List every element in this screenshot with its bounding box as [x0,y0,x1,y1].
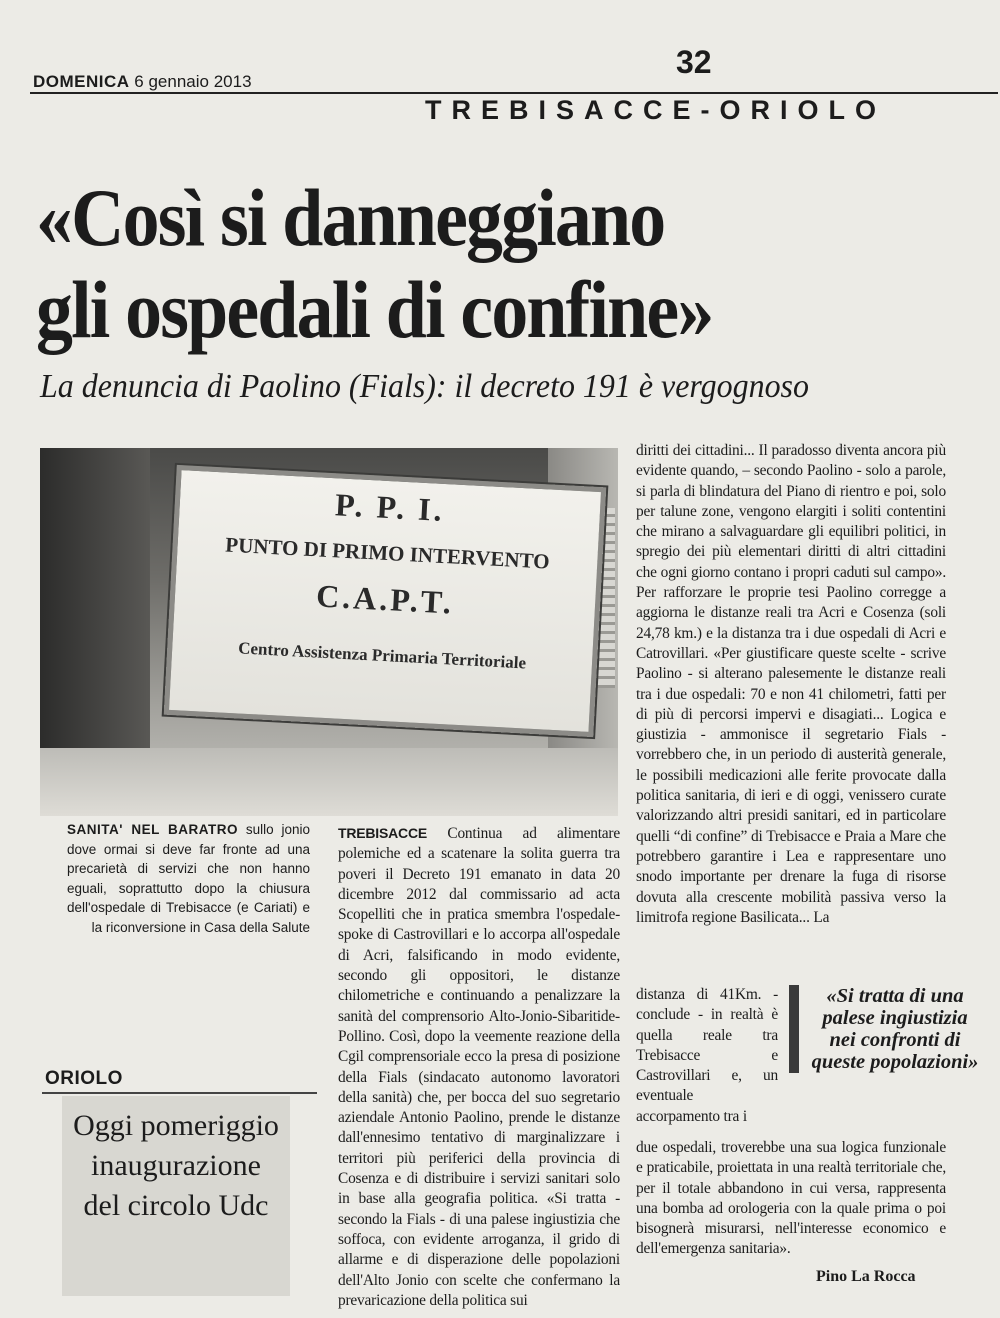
sidebar-rule [42,1092,317,1094]
photo-hospital-sign [164,465,606,737]
photo-caption [67,820,310,937]
article-photo [40,448,618,816]
sidebar-title-line-2: inaugurazione [91,1149,261,1182]
issue-day: DOMENICA [33,72,130,91]
article-column-1 [338,823,620,1311]
sidebar-title-line-3: del circolo Udc [83,1189,269,1222]
caption-lead: SANITA' NEL BARATRO [67,822,238,837]
issue-date-text: 6 gennaio 2013 [134,72,252,91]
sign-line-2: PUNTO DI PRIMO INTERVENTO [224,532,551,574]
headline-line-1: «Così si danneggiano [36,172,665,263]
article-subheadline: La denuncia di Paolino (Fials): il decreto 191 è vergognoso [40,368,809,405]
caption-text: sullo jonio dove ormai si deve far fronte ad una precarietà di servizi che non hanno eguali, soprattutto dopo la chiusura dell'ospedale di Trebisacce (e Cariati) e la riconversione in Casa della Salute [67,822,310,935]
sidebar-title-line-1: Oggi pomeriggio [73,1109,279,1142]
article-byline: Pino La Rocca [816,1268,916,1285]
article-column-2-end: due ospedali, troverebbe una sua logica funzionale e praticabile, proiettata in una realtà territoriale che, per il totale abbandono in cui versa, rappresenta una bomba ad orologeria con la quale prima o poi bisognerà misurarsi, nell'interesse economico e dell'emergenza sanitaria». [636,1139,946,1258]
headline-line-2: gli ospedali di confine» [36,264,713,355]
sidebar-news-box [62,1096,290,1296]
article-dateline: TREBISACCE [338,825,428,841]
page-number: 32 [676,44,712,80]
sign-line-1: P. P. I. [334,486,446,528]
article-headline [36,172,900,356]
article-column-2: diritti dei cittadini... Il paradosso diventa ancora più evidente quando, – secondo Paolino - solo a parole, si parla di blindatura del Piano di rientro e poi, solo per talune zone, vengono elargiti i soliti contentini che mirano a salvaguardare gli equilibri politici, in spregio dei più elementari diritti di altri cittadini che ogni giorno contano i propri caduti sul campo». Per rafforzare le proprie tesi Paolino corregge a aggiorna le distanze reali tra Acri e Cosenza (soli 24,78 km.) e la distanza tra i due ospedali di Acri e Catrovillari. «Per giustificare queste scelte - scrive Paolino - si alterano palesemente le distanze reali tra i due ospedali: 70 e non 41 chilometri, fatti per di più di percorsi impervi e disagiati... Logica e giustizia - ammonisce il segretario Fials - vorrebbero che, in un periodo di austerità generale, le possibili medicazioni alle ferite provocate dalla politica sanitaria, di ieri e di oggi, venissero curate valorizzando altri presidi sanitari, ed in particolare quelli “di confine” di Trebisacce e Praia a Mare che potrebbero garantire i Lea e rappresentare uno snodo importante per drenare la fuga di risorse dovuta alla crescente mobilità passiva verso la limitrofa regione Basilicata... La [636,442,946,926]
sidebar-section-label: ORIOLO [45,1068,123,1089]
article-column-2-narrow: distanza di 41Km. - conclude - in realtà è quella reale tra Trebisacce e Castrovillari e, un eventuale accorpamento tra i [636,986,778,1125]
header-rule [30,92,998,94]
issue-date [33,72,252,92]
section-title: TREBISACCE-ORIOLO [425,95,887,125]
sign-line-3: C.A.P.T. [315,577,455,621]
photo-ground [40,748,618,816]
pull-quote: «Si tratta di una palese ingiustizia nei confronti di queste popolazioni» [789,985,981,1073]
article-body-1: Continua ad alimentare polemiche ed a scatenare la solita guerra tra poveri il Decreto 191 emanato in data 20 dicembre 2012 dal commissario ad acta Scopelliti che in pratica smembra l'ospedale-spoke di Castrovillari e lo accorpa all'ospedale di Acri, falsificando in modo evidente, secondo gli oppositori, le distanze chilometriche e continuando a penalizzare la sanità del comprensorio Alto-Jonio-Sibaritide-Pollino. Così, dopo la veemente reazione della Cgil comprensoriale ecco la presa di posizione della Fials (sindacato autonomo lavoratori della sanità) che, per bocca del suo segretario aziendale Antonio Paolino, prende le distanze dall'ennesimo tentativo di marginalizzare i territori più periferici della provincia di Cosenza e di distribuire i servizi sanitari solo in base alla geografia politica. «Si tratta - secondo la Fials - di una palese ingiustizia che soffoca, con evidente arroganza, il grido di allarme e di disperazione delle popolazioni dell'Alto Jonio con scelte che confermano la prevaricazione della politica sui [338,825,620,1309]
sign-line-4: Centro Assistenza Primaria Territoriale [237,638,527,673]
